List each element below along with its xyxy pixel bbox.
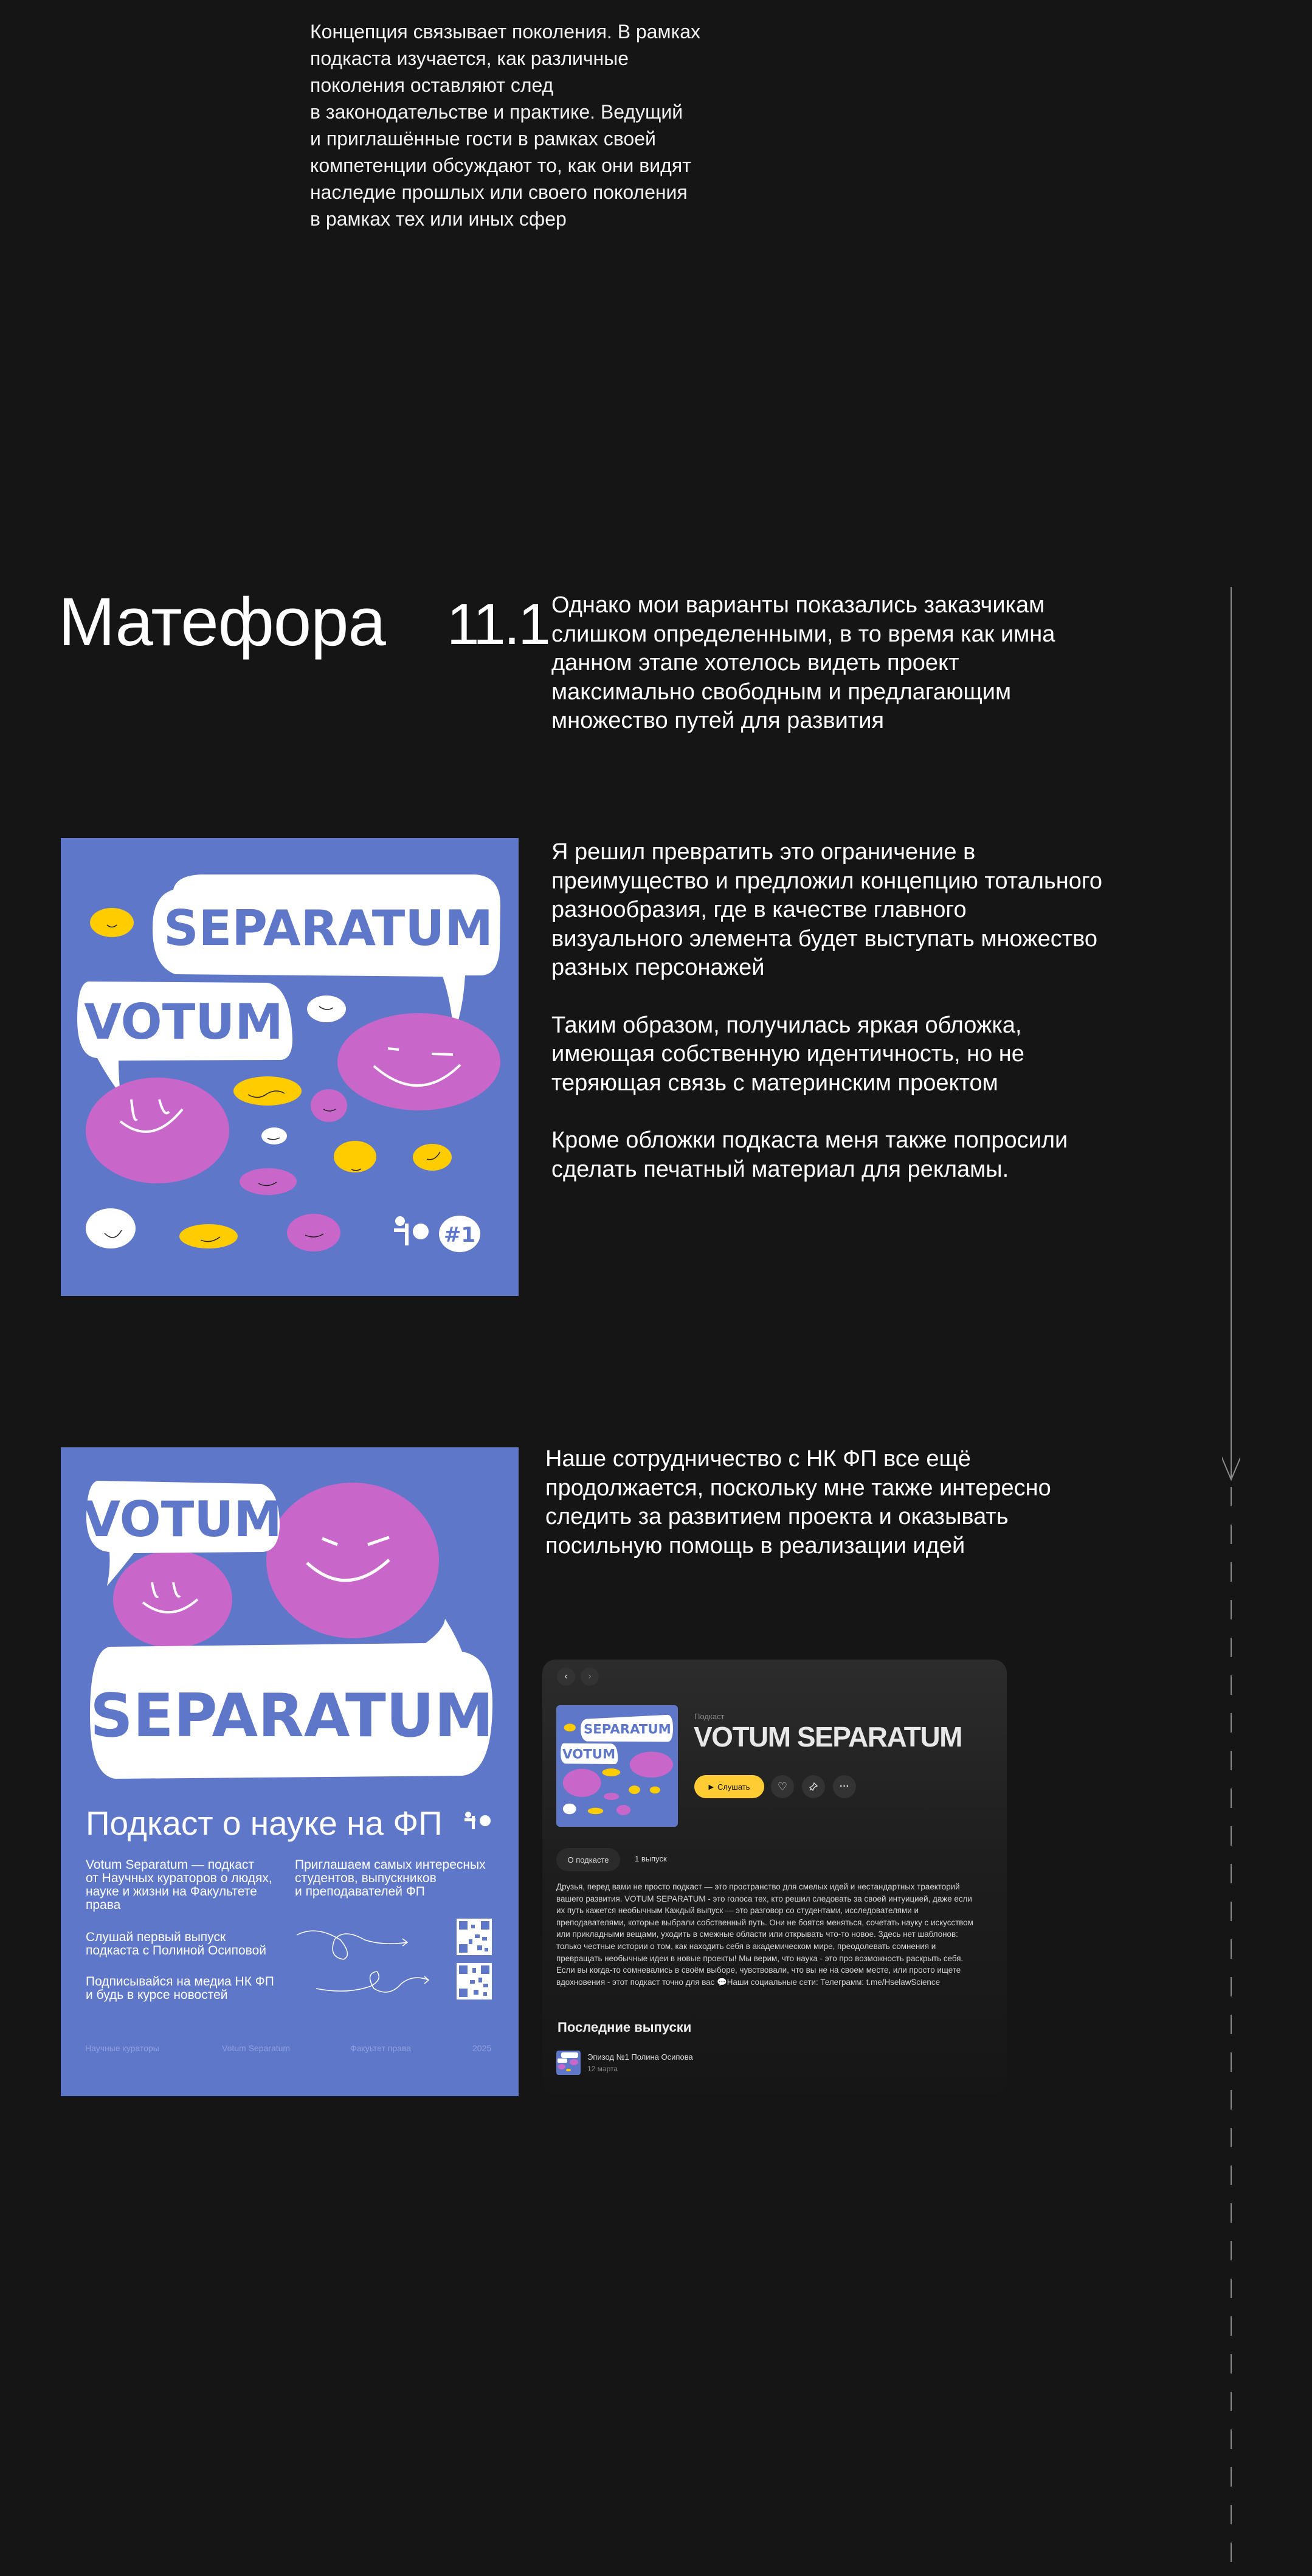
- episode-title: Эпизод №1 Полина Осипова: [587, 2052, 693, 2062]
- squiggle-arrows: [292, 1922, 432, 2007]
- svg-text:SEPARATUM: SEPARATUM: [583, 1722, 671, 1737]
- poster-footer-item: Научные кураторы: [85, 2043, 159, 2053]
- listen-button[interactable]: ▶ Слушать: [694, 1775, 764, 1798]
- cover-word-separatum: SEPARATUM: [164, 900, 493, 957]
- more-icon: ···: [840, 1781, 849, 1792]
- tab-episodes[interactable]: 1 выпуск: [635, 1854, 667, 1863]
- poster-word-separatum: SEPARATUM: [90, 1681, 494, 1751]
- podcast-page-screenshot: [542, 1660, 1007, 2094]
- paragraph-collaboration: Наше сотрудничество с НК ФП все ещё продолжается, поскольку мне также интересно следить за развитием проекта и оказывать посильную помощь в реализации идей: [545, 1446, 1051, 1559]
- intro-text: Концепция связывает поколения. В рамках подкаста изучается, как различные поколения оставляют след в законодательстве и практике. Ведущий и приглашённые гости в рамках своей компетенции обсуждают то, как они видят наследие прошлых или своего поколения в рамках тех или иных сфер: [310, 21, 701, 230]
- episode-thumbnail: [556, 2051, 581, 2075]
- poster-listen-cta: Слушай первый выпуск подкаста с Полиной Осиповой: [86, 1930, 266, 1958]
- podcast-title: VOTUM SEPARATUM: [694, 1721, 962, 1753]
- paragraph-group-concept: [551, 838, 1102, 1184]
- podcast-cover-image: [61, 838, 519, 1296]
- heart-icon: ♡: [777, 1780, 788, 1793]
- episode-date: 12 марта: [587, 2065, 618, 2073]
- section-title: Матефора: [58, 584, 385, 660]
- poster-illustration: [61, 1447, 519, 1800]
- poster-title: Подкаст о науке на ФП: [86, 1804, 443, 1842]
- nk-logo-icon: [462, 1811, 492, 1829]
- qr-code-episode[interactable]: [457, 1919, 492, 1955]
- episode-badge-text: #1: [443, 1223, 476, 1247]
- cover-word-votum: VOTUM: [84, 994, 283, 1050]
- tab-about[interactable]: О подкасте: [556, 1848, 620, 1871]
- forward-button[interactable]: [581, 1667, 599, 1686]
- print-poster: [61, 1447, 519, 2096]
- poster-footer-item: Votum Separatum: [222, 2043, 291, 2053]
- paragraph: Кроме обложки подкаста меня также попросили сделать печатный материал для рекламы.: [551, 1127, 1068, 1182]
- pin-icon: [809, 1782, 818, 1792]
- poster-footer-item: Факуьтет права: [350, 2043, 412, 2053]
- qr-code-media[interactable]: [457, 1963, 492, 2000]
- pin-button[interactable]: [802, 1775, 825, 1798]
- paragraph: Я решил превратить это ограничение в преимущество и предложил концепцию тотального разнообразия, где в качестве главного визуального элемента будет выступать множество разных персонажей: [551, 839, 1103, 980]
- poster-invite: Приглашаем самых интересных студентов, выпускников и преподавателей ФП: [295, 1858, 486, 1899]
- chevron-right-icon: ›: [588, 1671, 592, 1681]
- episode-list-item[interactable]: [556, 2051, 860, 2076]
- back-button[interactable]: [557, 1667, 575, 1686]
- section-number: 11.1: [447, 592, 549, 657]
- poster-footer-item: 2025: [472, 2043, 492, 2053]
- poster-word-votum: VOTUM: [83, 1491, 282, 1548]
- timeline-arrow: [1222, 587, 1240, 2576]
- paragraph: Таким образом, получилась яркая обложка, имеющая собственную идентичность, но не теряющая связь с материнским проектом: [551, 1012, 1024, 1096]
- content-type-label: Подкаст: [694, 1712, 725, 1721]
- chevron-left-icon: ‹: [564, 1671, 568, 1681]
- latest-episodes-heading: Последние выпуски: [558, 2020, 692, 2035]
- podcast-cover-thumbnail: [556, 1705, 678, 1827]
- play-icon: ▶: [708, 1783, 714, 1791]
- more-button[interactable]: [833, 1775, 856, 1798]
- svg-text:VOTUM: VOTUM: [562, 1747, 616, 1762]
- poster-about: Votum Separatum — подкаст от Научных кураторов о людях, науке и жизни на Факультете права: [86, 1858, 272, 1912]
- like-button[interactable]: [771, 1775, 794, 1798]
- podcast-description: Друзья, перед вами не просто подкаст — это пространство для смелых идей и нестандартных траекторий вашего развития. VOTUM SEPARATUM - это голоса тех, кто решил следовать за своей интуицией, даже если их путь кажется необычным Каждый выпуск — это разговор со студентами, исследователями и преподавателями, которые выбрали собственный путь. Они не боятся меняться, сочетать науку с искусством или прикладными вещами, уходить в смежные области или открывать что-то новое. Здесь нет шаблонов: только честные истории о том, как находить себя в академическом мире, преодолевать сомнения и превращать необычные идеи в новые проекты! Мы верим, что наука - это про возможность раскрыть себя. Если вы когда-то сомневались в своём выборе, чувствовали, что вы не на своем месте, или просто ищете вдохновения - этот подкаст точно для вас 💬Наши социальные сети: Телеграмм: t.me/HselawScience: [556, 1882, 973, 1987]
- paragraph-metaphor: Однако мои варианты показались заказчикам слишком определенными, в то время как имна данном этапе хотелось видеть проект максимально свободным и предлагающим множество путей для развития: [551, 592, 1055, 733]
- poster-subscribe-cta: Подписывайся на медиа НК ФП и будь в курсе новостей: [86, 1975, 274, 2002]
